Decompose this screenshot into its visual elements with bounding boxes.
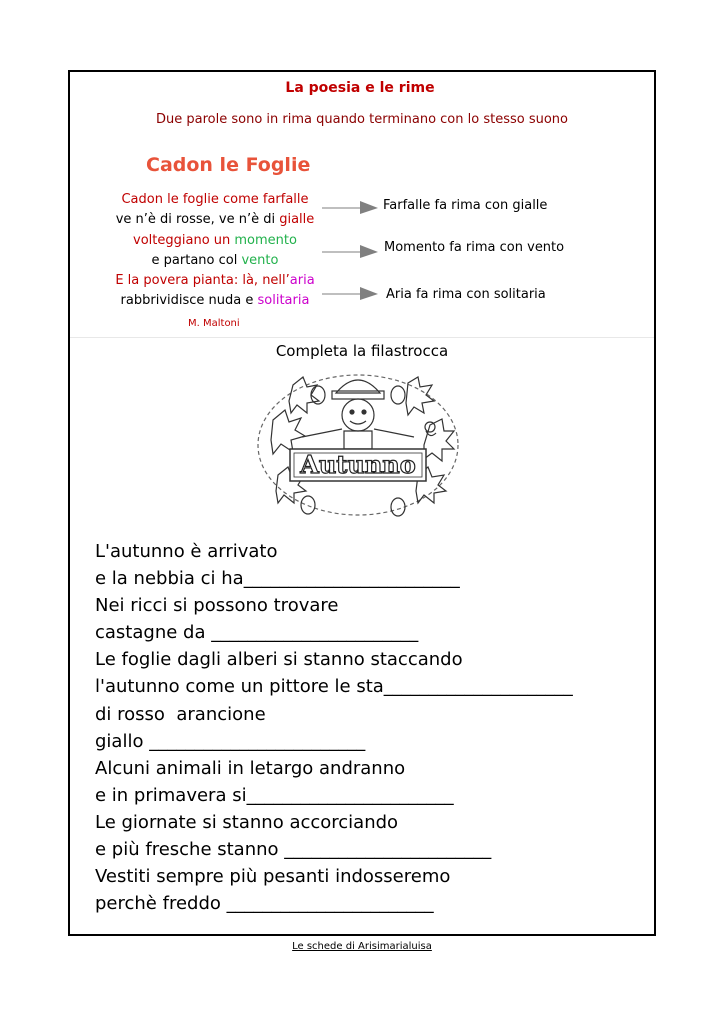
filastrocca-line: L'autunno è arrivato bbox=[95, 541, 278, 562]
filastrocca-line: giallo ________________________ bbox=[95, 730, 366, 752]
arrow-right-icon bbox=[322, 201, 378, 214]
poem-line-1: Cadon le foglie come farfalle bbox=[121, 192, 309, 207]
footer-credit: Le schede di Arisimarialuisa bbox=[292, 941, 432, 952]
filastrocca-line: e più fresche stanno _______________________ bbox=[95, 839, 492, 861]
rhyme-note-3: Aria fa rima con solitaria bbox=[386, 287, 546, 302]
poem-title: Cadon le Foglie bbox=[146, 154, 311, 176]
page-title: La poesia e le rime bbox=[285, 80, 435, 96]
page-subtitle: Due parole sono in rima quando terminano con lo stesso suono bbox=[156, 112, 568, 127]
filastrocca-line: e la nebbia ci ha________________________ bbox=[95, 568, 460, 590]
filastrocca-line: Vestiti sempre più pesanti indosseremo bbox=[95, 866, 451, 888]
illustration-banner: Autunno bbox=[300, 450, 416, 479]
rhyme-note-1: Farfalle fa rima con gialle bbox=[383, 198, 548, 213]
rhyme-arrows bbox=[320, 194, 384, 304]
filastrocca-line: perchè freddo _______________________ bbox=[95, 893, 434, 915]
rhyme-note-2: Momento fa rima con vento bbox=[384, 240, 565, 255]
poem-author: M. Maltoni bbox=[188, 318, 240, 329]
filastrocca-line: di rosso arancione bbox=[95, 703, 266, 725]
filastrocca-line: Nei ricci si possono trovare bbox=[95, 595, 339, 617]
filastrocca-line: Le foglie dagli alberi si stanno staccando bbox=[95, 649, 463, 671]
filastrocca-line: e in primavera si_______________________ bbox=[95, 784, 454, 806]
poem-line-3: volteggiano un momento bbox=[133, 233, 297, 248]
arrow-right-icon bbox=[322, 287, 378, 300]
section-divider bbox=[70, 337, 654, 338]
poem-line-5: E la povera pianta: là, nell’aria bbox=[115, 273, 315, 288]
filastrocca-line: castagne da _______________________ bbox=[95, 622, 419, 644]
poem-line-4: e partano col vento bbox=[151, 253, 279, 268]
arrow-right-icon bbox=[322, 245, 378, 258]
filastrocca-line: l'autunno come un pittore le sta_____________________ bbox=[95, 676, 573, 698]
filastrocca-line: Alcuni animali in letargo andranno bbox=[95, 757, 406, 779]
filastrocca-line: Le giornate si stanno accorciando bbox=[95, 811, 399, 833]
autumn-illustration bbox=[248, 365, 468, 525]
filastrocca-text bbox=[95, 538, 573, 917]
poem-line-2: ve n’è di rosse, ve n’è di gialle bbox=[115, 212, 315, 227]
instruction: Completa la filastrocca bbox=[275, 342, 449, 360]
poem-line-6: rabbrividisce nuda e solitaria bbox=[120, 293, 310, 308]
